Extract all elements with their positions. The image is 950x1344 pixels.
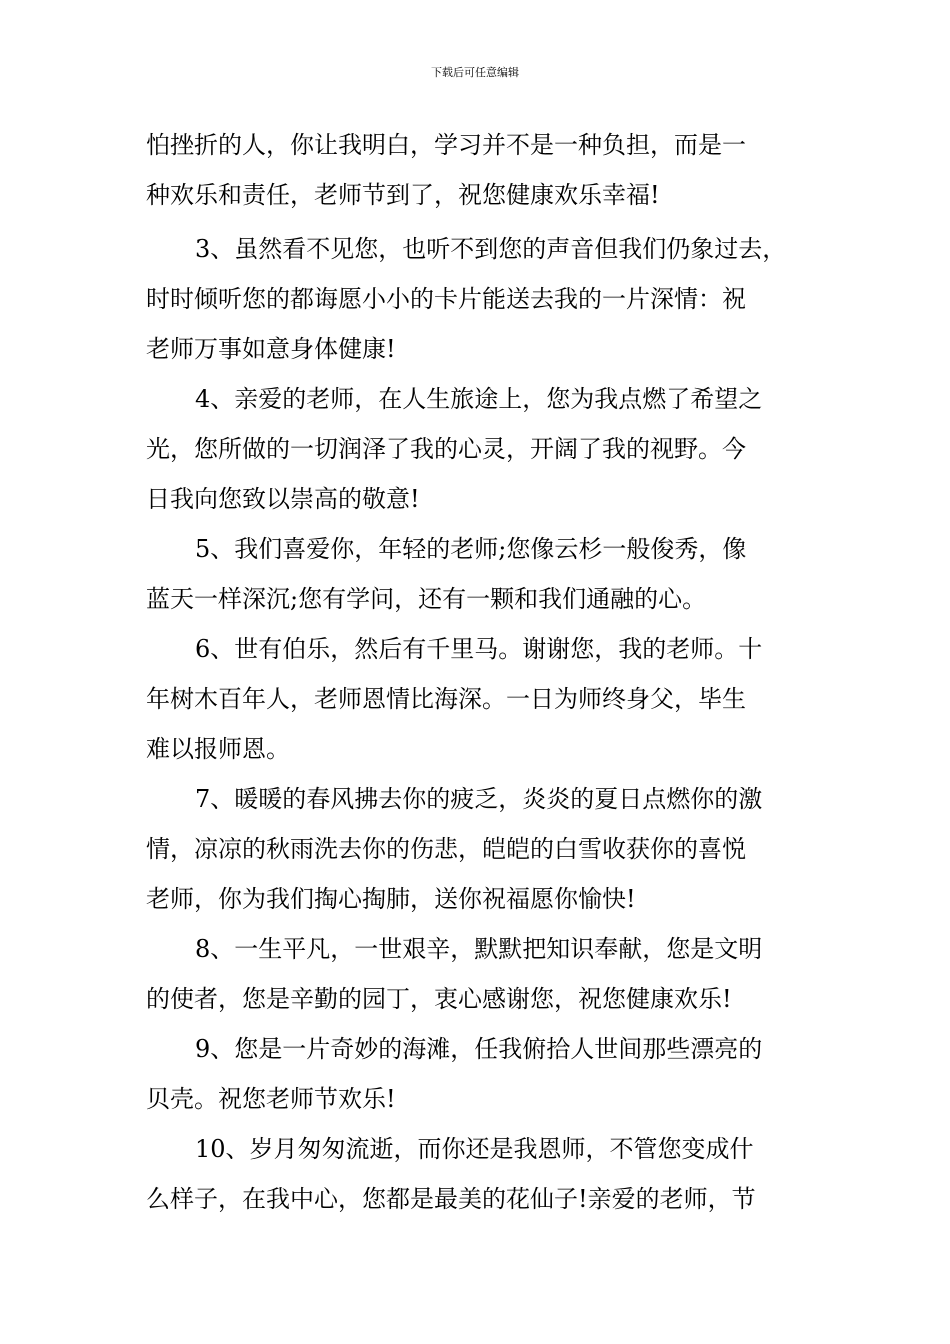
text-line: 4、亲爱的老师，在人生旅途上，您为我点燃了希望之: [195, 385, 763, 413]
text-line: 种欢乐和责任，老师节到了，祝您健康欢乐幸福!: [146, 181, 660, 209]
text-line: 7、暖暖的春风拂去你的疲乏，炎炎的夏日点燃你的激: [195, 785, 763, 813]
text-line: 5、我们喜爱你，年轻的老师;您像云杉一般俊秀，像: [195, 535, 747, 563]
text-line: 的使者，您是辛勤的园丁，衷心感谢您，祝您健康欢乐!: [146, 985, 732, 1013]
text-line: 蓝天一样深沉;您有学问，还有一颗和我们通融的心。: [146, 585, 707, 613]
text-line: 难以报师恩。: [146, 735, 290, 763]
text-line: 年树木百年人，老师恩情比海深。一日为师终身父，毕生: [146, 685, 746, 713]
text-line: 6、世有伯乐，然后有千里马。谢谢您，我的老师。十: [195, 635, 763, 663]
text-line: 10、岁月匆匆流逝，而你还是我恩师，不管您变成什: [195, 1135, 754, 1163]
text-line: 3、虽然看不见您，也听不到您的声音但我们仍象过去，: [195, 235, 787, 263]
text-line: 么样子，在我中心，您都是最美的花仙子!亲爱的老师，节: [146, 1185, 756, 1213]
text-line: 贝壳。祝您老师节欢乐!: [146, 1085, 396, 1113]
text-line: 老师，你为我们掏心掏肺，送你祝福愿你愉快!: [146, 885, 636, 913]
text-line: 光，您所做的一切润泽了我的心灵，开阔了我的视野。今: [146, 435, 746, 463]
text-line: 时时倾听您的都诲愿小小的卡片能送去我的一片深情：祝: [146, 285, 746, 313]
text-line: 日我向您致以崇高的敬意!: [146, 485, 420, 513]
text-line: 9、您是一片奇妙的海滩，任我俯拾人世间那些漂亮的: [195, 1035, 763, 1063]
text-line: 情，凉凉的秋雨洗去你的伤悲，皑皑的白雪收获你的喜悦: [146, 835, 746, 863]
text-line: 老师万事如意身体健康!: [146, 335, 396, 363]
text-line: 怕挫折的人，你让我明白，学习并不是一种负担，而是一: [146, 131, 746, 159]
text-line: 8、一生平凡，一世艰辛，默默把知识奉献，您是文明: [195, 935, 763, 963]
page-header: 下载后可任意编辑: [431, 66, 519, 79]
